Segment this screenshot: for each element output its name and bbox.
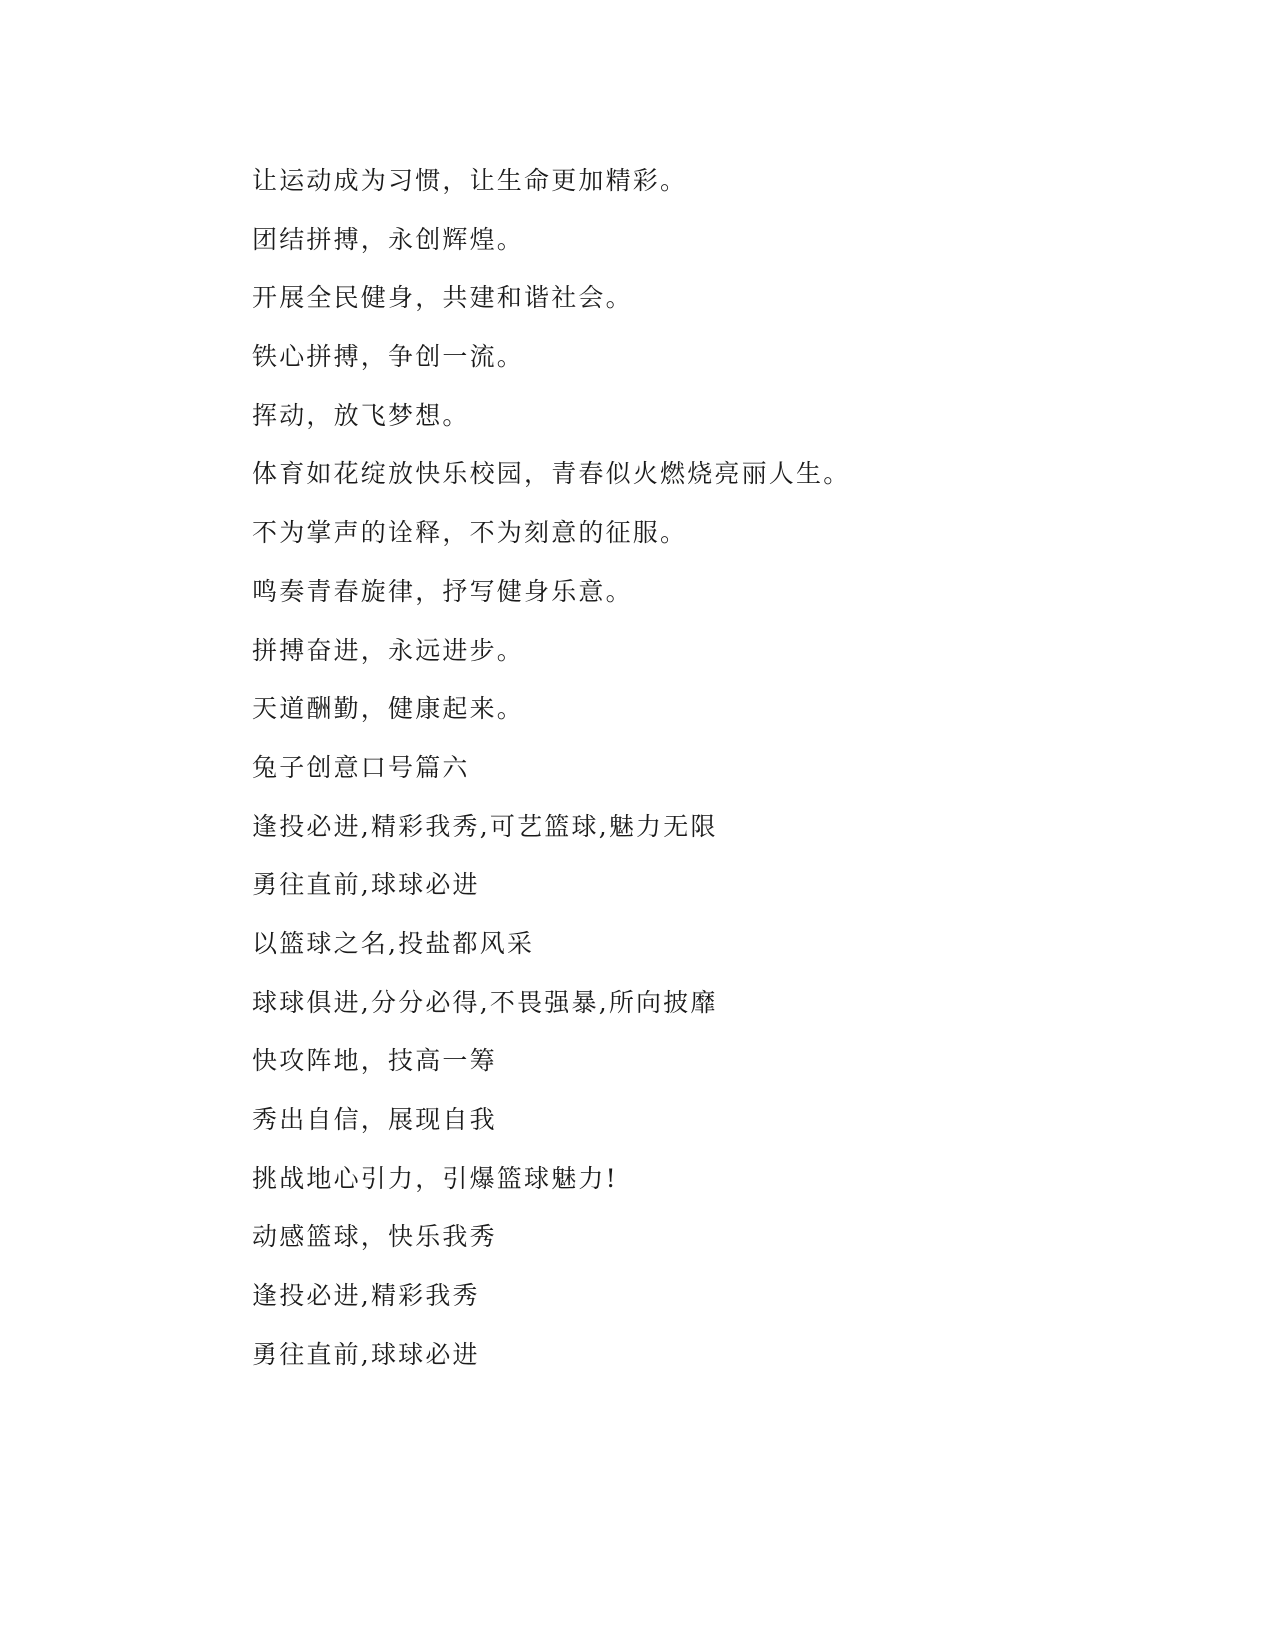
text-line: 体育如花绽放快乐校园，青春似火燃烧亮丽人生。: [252, 459, 851, 489]
text-line: 勇往直前,球球必进: [252, 1339, 480, 1369]
text-line: 开展全民健身，共建和谐社会。: [252, 283, 633, 313]
text-line: 逢投必进,精彩我秀,可艺篮球,魅力无限: [252, 811, 718, 841]
text-line: 以篮球之名,投盐都风采: [252, 928, 535, 958]
text-line: 挑战地心引力，引爆篮球魅力!: [252, 1163, 618, 1193]
section-heading: 兔子创意口号篇六: [252, 752, 470, 782]
document-body: [252, 161, 1152, 1393]
text-line: 天道酬勤，健康起来。: [252, 694, 525, 724]
text-line: 球球俱进,分分必得,不畏强暴,所向披靡: [252, 987, 718, 1017]
text-line: 团结拼搏，永创辉煌。: [252, 224, 525, 254]
text-line: 快攻阵地，技高一筹: [252, 1046, 497, 1076]
text-line: 秀出自信，展现自我: [252, 1105, 497, 1134]
text-line: 挥动，放飞梦想。: [252, 400, 470, 430]
text-line: 动感篮球，快乐我秀: [252, 1222, 497, 1252]
text-line: 不为掌声的诠释，不为刻意的征服。: [252, 518, 688, 548]
text-line: 逢投必进,精彩我秀: [252, 1281, 480, 1311]
text-line: 让运动成为习惯，让生命更加精彩。: [252, 166, 688, 195]
text-line: 鸣奏青春旋律，抒写健身乐意。: [252, 576, 633, 606]
text-line: 拼搏奋进，永远进步。: [252, 635, 525, 665]
text-line: 勇往直前,球球必进: [252, 870, 480, 900]
text-line: 铁心拼搏，争创一流。: [252, 342, 525, 372]
